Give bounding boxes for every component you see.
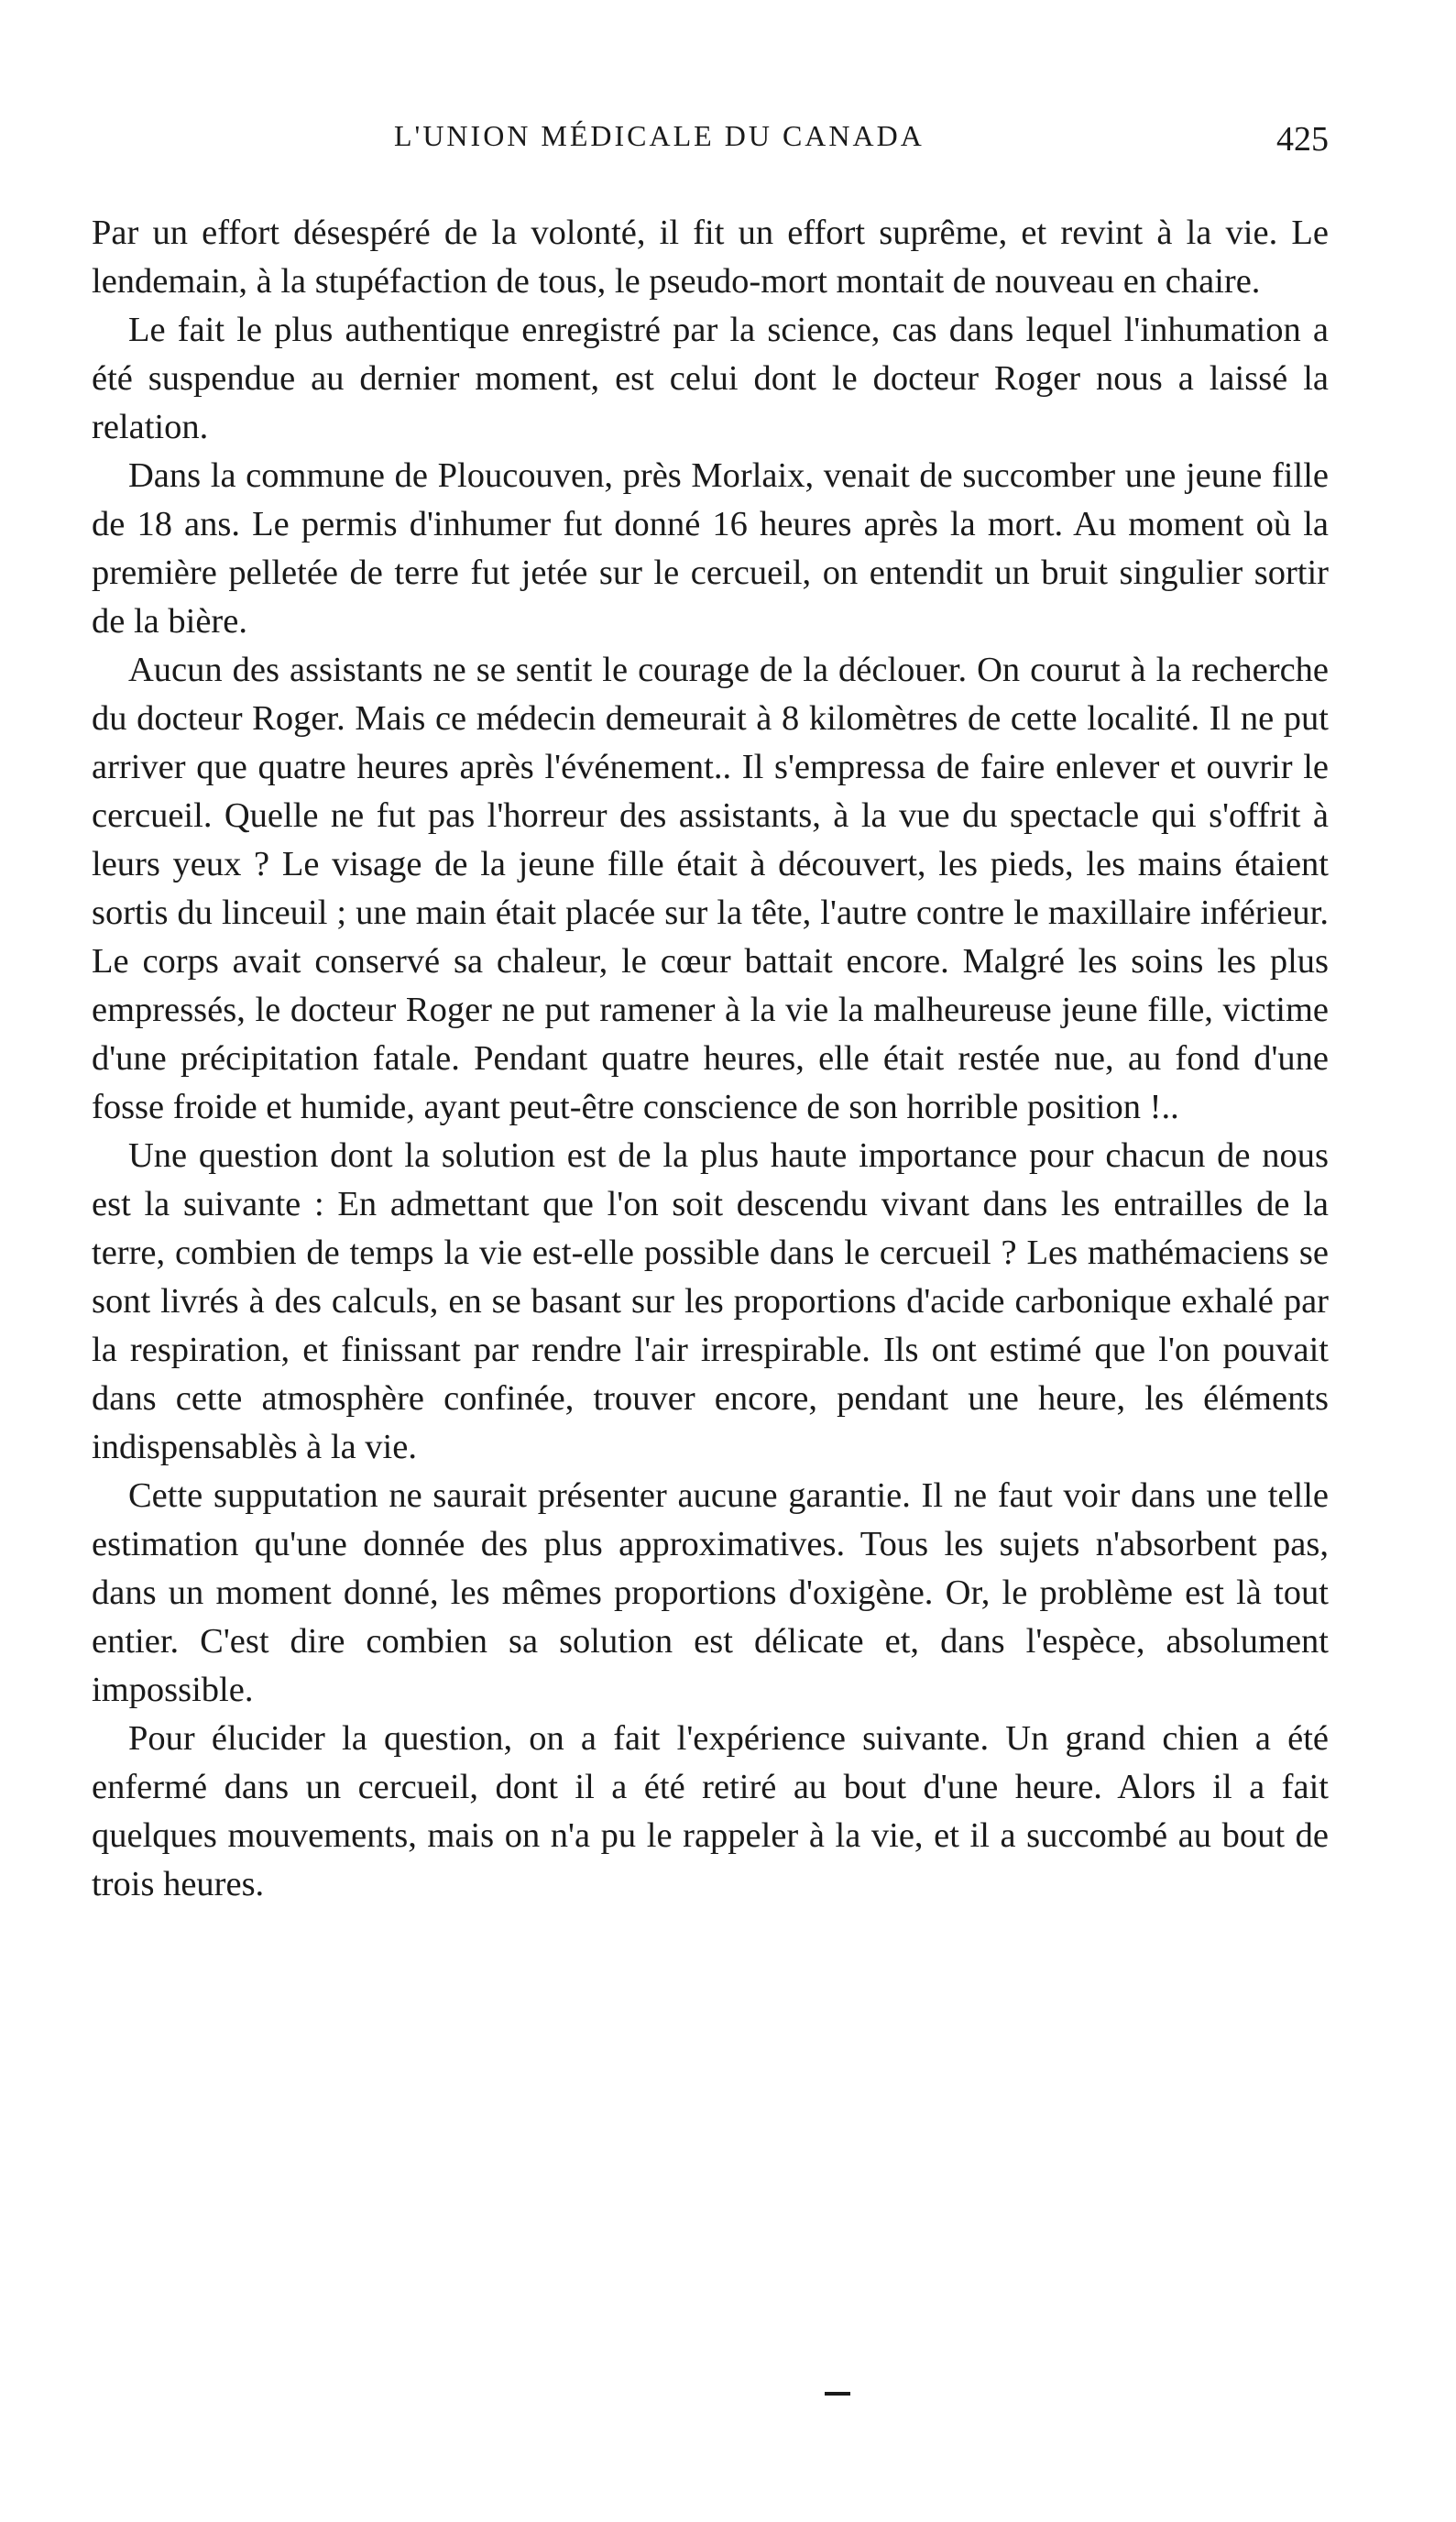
running-title: L'UNION MÉDICALE DU CANADA [394, 119, 925, 152]
paragraph: Cette supputation ne saurait présenter aucune garantie. Il ne faut voir dans une telle estimation qu'une donnée des plus approximatives. Tous les sujets n'absorbent pas, dans un moment donné, les mêmes proportions d'oxigène. Or, le problème est là tout entier. C'est dire combien sa solution est délicate et, dans l'espèce, absolument impossible. [92, 1476, 1329, 1709]
page-header [92, 119, 1329, 174]
body-text [92, 209, 1329, 1909]
paragraph: Dans la commune de Ploucouven, près Morlaix, venait de succomber une jeune fille de 18 ans. Le permis d'inhumer fut donné 16 heures après la mort. Au moment où la première pelletée de terre fut jetée sur le cercueil, on entendit un bruit singulier sortir de la bière. [92, 456, 1329, 641]
paragraph: Le fait le plus authentique enregistré par la science, cas dans lequel l'inhumation a été suspendue au dernier moment, est celui dont le docteur Roger nous a laissé la relation. [92, 311, 1329, 446]
paragraph: Par un effort désespéré de la volonté, il fit un effort suprême, et revint à la vie. Le lendemain, à la stupéfaction de tous, le pseudo-mort montait de nouveau en chaire. [92, 214, 1329, 301]
book-page [92, 119, 1329, 1909]
paragraph: Aucun des assistants ne se sentit le courage de la déclouer. On courut à la recherche du docteur Roger. Mais ce médecin demeurait à 8 kilomètres de cette localité. Il ne put arriver que quatre heures après l'événement.. Il s'empressa de faire enlever et ouvrir le cercueil. Quelle ne fut pas l'horreur des assistants, à la vue du spectacle qui s'offrit à leurs yeux ? Le visage de la jeune fille était à découvert, les pieds, les mains étaient sortis du linceuil ; une main était placée sur la tête, l'autre contre le maxillaire inférieur. Le corps avait conservé sa chaleur, le cœur battait encore. Malgré les soins les plus empressés, le docteur Roger ne put ramener à la vie la malheureuse jeune fille, victime d'une précipitation fatale. Pendant quatre heures, elle était restée nue, au fond d'une fosse froide et humide, ayant peut-être conscience de son horrible position !.. [92, 651, 1329, 1126]
paragraph: Une question dont la solution est de la plus haute importance pour chacun de nous est la suivante : En admettant que l'on soit descendu vivant dans les entrailles de la terre, combien de temps la vie est-elle possible dans le cercueil ? Les mathémaciens se sont livrés à des calculs, en se basant sur les proportions d'acide carbonique exhalé par la respiration, et finissant par rendre l'air irrespirable. Ils ont estimé que l'on pouvait dans cette atmosphère confinée, trouver encore, pendant une heure, les éléments indispensablès à la vie. [92, 1136, 1329, 1466]
page-number: 425 [1276, 120, 1329, 159]
paragraph: Pour élucider la question, on a fait l'expérience suivante. Un grand chien a été enfermé dans un cercueil, dont il a été retiré au bout d'une heure. Alors il a fait quelques mouvements, mais on n'a pu le rappeler à la vie, et il a succombé au bout de trois heures. [92, 1719, 1329, 1903]
section-dash-mark [825, 2392, 850, 2396]
